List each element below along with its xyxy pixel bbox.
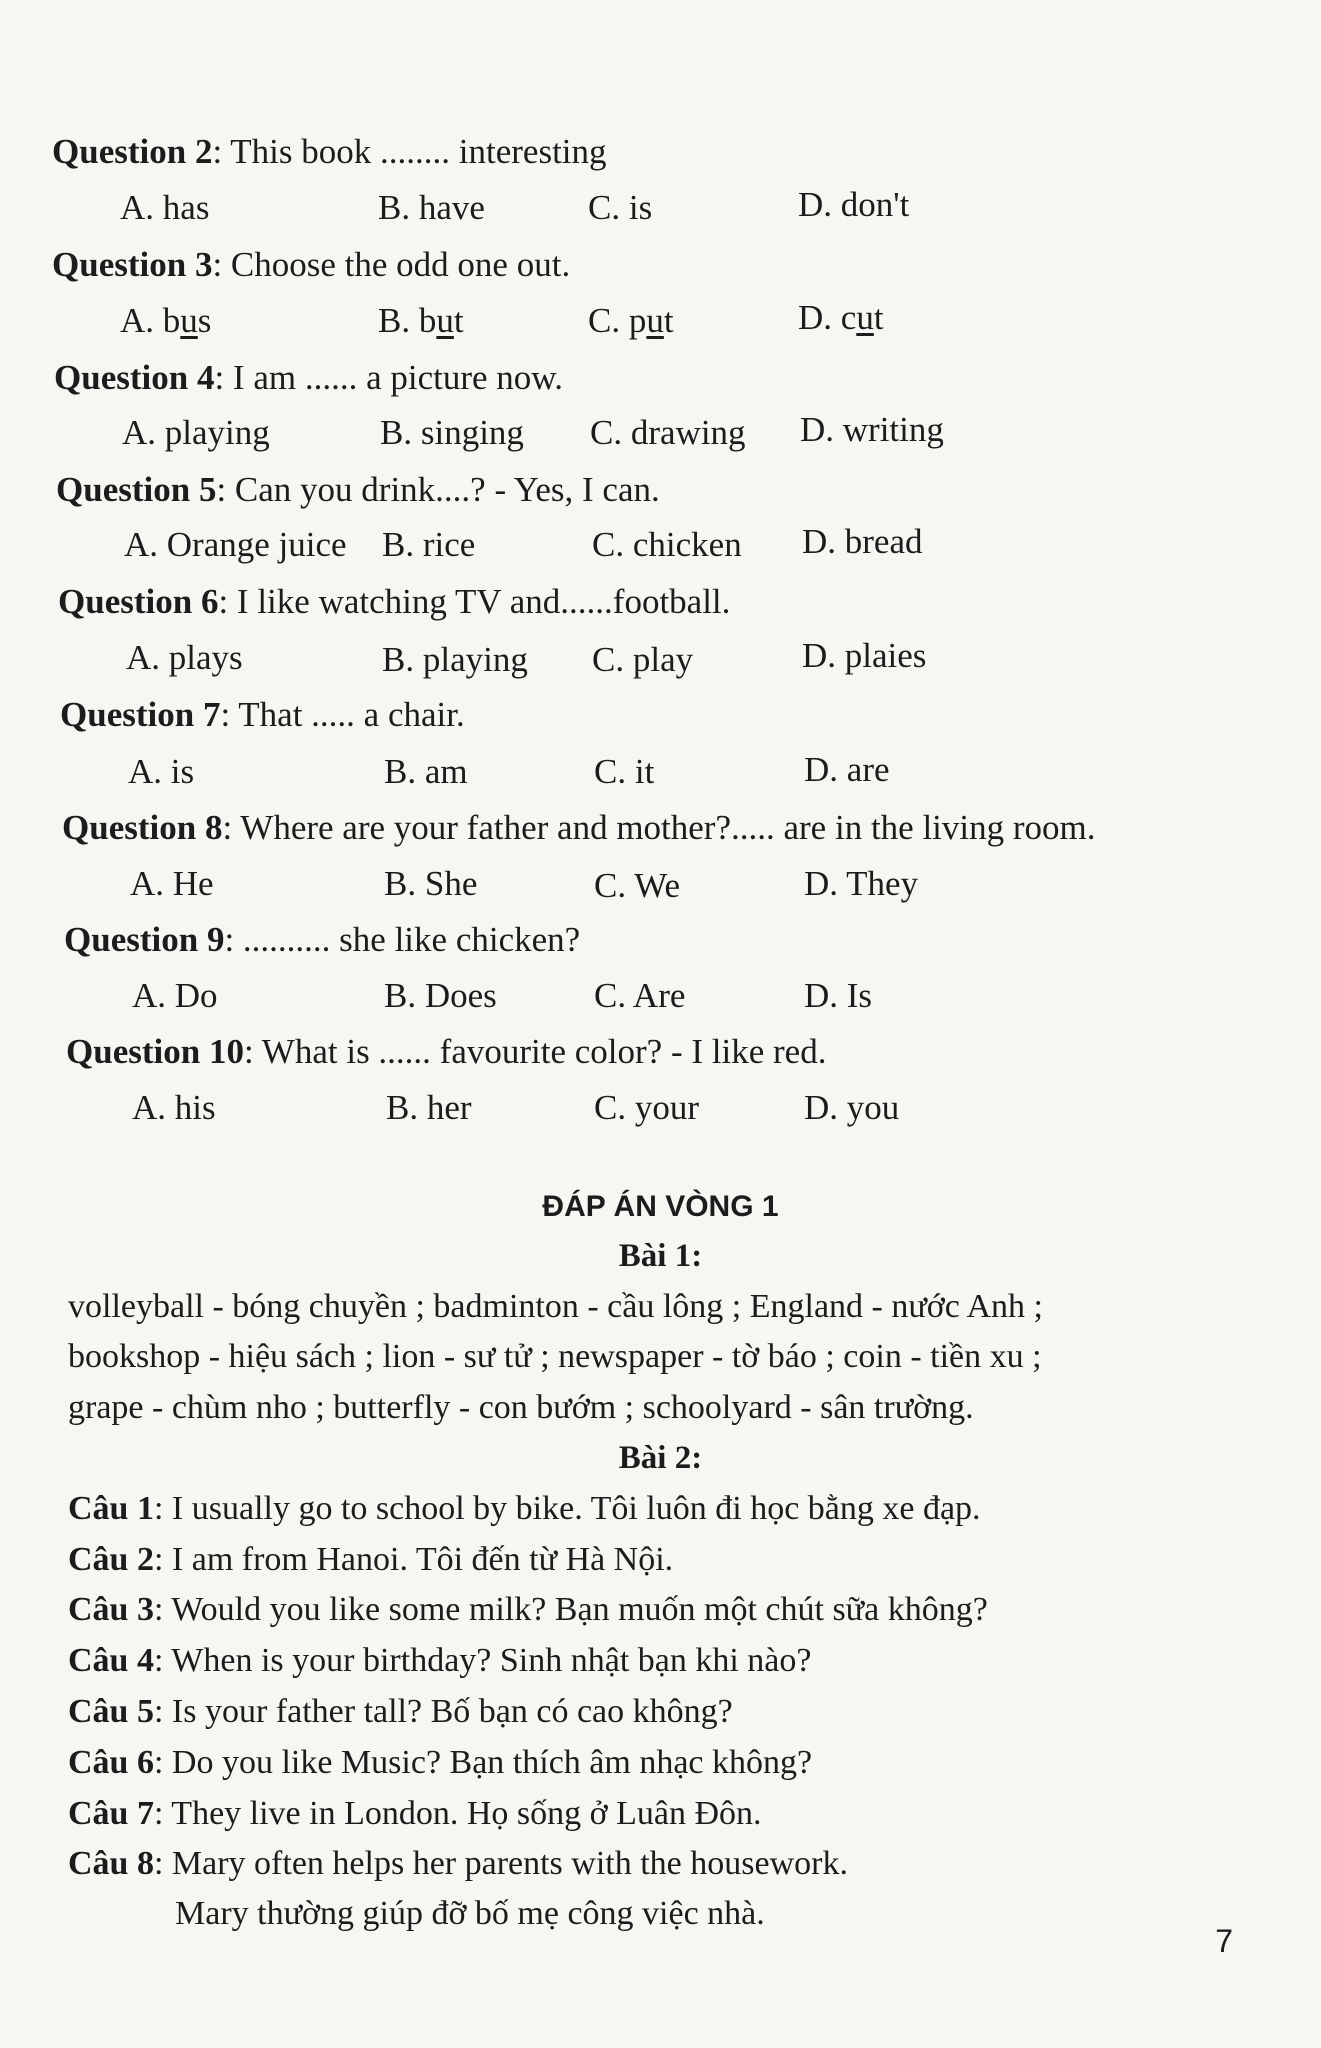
question-stem <box>54 358 563 398</box>
bai1-line: bookshop - hiệu sách ; lion - sư tử ; newspaper - tờ báo ; coin - tiền xu ; <box>68 1338 1042 1375</box>
option-d: D. are <box>804 750 890 789</box>
question-label: Question 6 <box>58 582 219 621</box>
question-text: : Choose the odd one out. <box>212 245 571 284</box>
option-d: D. don't <box>798 185 910 224</box>
option-c: C. your <box>594 1088 700 1127</box>
question-stem <box>52 132 607 172</box>
option-c: C. it <box>594 752 655 791</box>
option-b: B. have <box>378 188 485 227</box>
answer-item: Câu 3: Would you like some milk? Bạn muốn một chút sữa không? <box>68 1591 988 1628</box>
question-stem <box>60 695 465 735</box>
question-text: : Can you drink....? - Yes, I can. <box>216 470 660 509</box>
option-a: A. Orange juice <box>124 525 347 564</box>
option-a: A. has <box>120 188 210 227</box>
question-stem <box>62 808 1096 848</box>
option-d: D. bread <box>802 522 923 561</box>
option-a: A. He <box>130 864 214 903</box>
page-number: 7 <box>1215 1923 1233 1959</box>
option-c: C. play <box>592 640 694 679</box>
option-d: D. you <box>804 1088 900 1127</box>
question-label: Question 5 <box>56 470 217 509</box>
question-label: Question 8 <box>62 808 223 847</box>
option-b: B. am <box>384 752 468 791</box>
question-stem <box>58 582 730 622</box>
option-c: C. put <box>588 301 674 340</box>
option-d: D. writing <box>800 410 944 449</box>
option-c: C. Are <box>594 976 686 1015</box>
option-b: B. playing <box>382 640 528 679</box>
answer-item: Câu 4: When is your birthday? Sinh nhật bạn khi nào? <box>68 1642 812 1679</box>
answers-heading: ĐÁP ÁN VÒNG 1 <box>542 1190 779 1223</box>
option-d: D. They <box>804 864 919 903</box>
question-text: : Where are your father and mother?..... are in the living room. <box>222 808 1096 847</box>
answer-item: Câu 1: I usually go to school by bike. Tôi luôn đi học bằng xe đạp. <box>68 1490 981 1527</box>
question-stem <box>64 920 580 960</box>
option-b: B. rice <box>382 525 476 564</box>
answer-item: Câu 7: They live in London. Họ sống ở Luân Đôn. <box>68 1795 762 1832</box>
option-a: A. bus <box>120 301 212 340</box>
bai1-line: volleyball - bóng chuyền ; badminton - cầu lông ; England - nước Anh ; <box>68 1288 1043 1325</box>
question-label: Question 2 <box>52 132 213 171</box>
option-d: D. Is <box>804 976 873 1015</box>
question-text: : What is ...... favourite color? - I like red. <box>243 1032 827 1071</box>
option-b: B. singing <box>380 413 524 452</box>
option-c: C. drawing <box>590 413 746 452</box>
answer-item: Câu 8: Mary often helps her parents with the housework. <box>68 1845 848 1882</box>
question-label: Question 9 <box>64 920 225 959</box>
answer-continuation: Mary thường giúp đỡ bố mẹ công việc nhà. <box>175 1895 765 1932</box>
option-b: B. Does <box>384 976 497 1015</box>
answer-item: Câu 2: I am from Hanoi. Tôi đến từ Hà Nội. <box>68 1541 674 1578</box>
option-a: A. Do <box>132 976 218 1015</box>
question-label: Question 4 <box>54 358 215 397</box>
question-stem <box>52 245 570 285</box>
question-stem <box>66 1032 826 1072</box>
question-text: : I like watching TV and......football. <box>218 582 731 621</box>
question-label: Question 3 <box>52 245 213 284</box>
question-text: : .......... she like chicken? <box>224 920 581 959</box>
question-text: : I am ...... a picture now. <box>214 358 564 397</box>
option-d: D. cut <box>798 298 884 337</box>
question-text: : This book ........ interesting <box>212 132 607 171</box>
option-c: C. We <box>594 866 680 905</box>
option-b: B. her <box>386 1088 472 1127</box>
question-stem <box>56 470 660 510</box>
bai1-title: Bài 1: <box>618 1238 703 1274</box>
option-a: A. is <box>128 752 195 791</box>
question-label: Question 7 <box>60 695 221 734</box>
option-d: D. plaies <box>802 636 927 675</box>
question-text: : That ..... a chair. <box>220 695 465 734</box>
option-a: A. his <box>132 1088 216 1127</box>
option-b: B. She <box>384 864 478 903</box>
option-a: A. plays <box>126 638 243 677</box>
question-label: Question 10 <box>66 1032 244 1071</box>
bai1-line: grape - chùm nho ; butterfly - con bướm ; schoolyard - sân trường. <box>68 1389 974 1426</box>
answer-item: Câu 5: Is your father tall? Bố bạn có cao không? <box>68 1693 733 1730</box>
option-c: C. is <box>588 188 653 227</box>
option-b: B. but <box>378 301 464 340</box>
option-a: A. playing <box>122 413 270 452</box>
bai2-title: Bài 2: <box>618 1440 703 1476</box>
option-c: C. chicken <box>592 525 742 564</box>
answer-item: Câu 6: Do you like Music? Bạn thích âm nhạc không? <box>68 1744 813 1781</box>
